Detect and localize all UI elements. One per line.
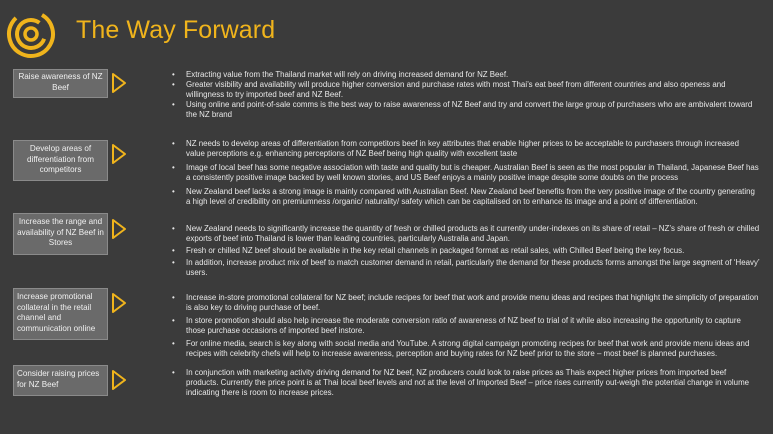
section-label-promotion: Increase promotional collateral in the retail channel and communication online (13, 288, 108, 340)
section-label-pricing: Consider raising prices for NZ Beef (13, 365, 108, 396)
section-bullets-range (172, 224, 760, 278)
bullet-item: • New Zealand beef lacks a strong image is mainly compared with Australian Beef. New Zealand beef benefits from the very positive image of the country generating a high level of credibility on premiumness /organic/ naturality/ safety which can be capitalised on to enhance its image and a point of differentiation. (172, 187, 760, 207)
chevron-right-icon (111, 218, 127, 240)
chevron-right-icon (111, 143, 127, 165)
section-label-range: Increase the range and availability of NZ Beef in Stores (13, 213, 108, 255)
bullet-item: • New Zealand needs to significantly increase the quantity of fresh or chilled products as it currently under-indexes on its share of retail – NZ’s share of fresh or chilled exports of beef into Thailand is lower than leading countries, particularly Australia and Japan. (172, 224, 760, 244)
bullet-item: • In addition, increase product mix of beef to match customer demand in retail, particularly the demand for these products forms amongst the large segment of ‘Heavy’ users. (172, 258, 760, 278)
section-label-differentiation: Develop areas of differentiation from competitors (13, 140, 108, 181)
bullet-item: • In conjunction with marketing activity driving demand for NZ beef, NZ producers could look to raise prices as Thais expect higher prices from imported beef products. Currently the price point is at Thai local beef levels and not at the level of Imported Beef – price rises currently out-weigh the potential change in volume indicating there is room to increase prices. (172, 368, 760, 398)
bullet-item: • Using online and point-of-sale comms is the best way to raise awareness of NZ Beef and try and convert the large group of purchasers who are ambivalent toward the NZ brand (172, 100, 760, 120)
bullet-item: • Increase in-store promotional collateral for NZ beef; include recipes for beef that work and provide menu ideas and recipes that highlight the simplicity of preparation is also key to driving purchase of beef. (172, 293, 760, 313)
bullet-item: • Greater visibility and availability will produce higher conversion and purchase rates with most Thai’s eat beef from different countries and also openess and willingness to try imported beef and NZ Beef. (172, 80, 760, 100)
section-bullets-promotion (172, 293, 760, 358)
bullet-item: • In store promotion should also help increase the moderate conversion ratio of awareness of NZ beef to trial of it while also increasing the opportunity to capture those purchase occasions of imported beef instore. (172, 316, 760, 336)
chevron-right-icon (111, 292, 127, 314)
section-bullets-differentiation (172, 139, 760, 206)
section-bullets-pricing (172, 368, 760, 398)
page-title: The Way Forward (76, 16, 276, 44)
bullet-item: • NZ needs to develop areas of differentiation from competitors beef in key attributes that enable higher prices to be acceptable to purchasers through increased value perceptions e.g. enhancing perceptions of NZ Beef being high quality with excellent taste (172, 139, 760, 159)
bullet-item: • Fresh or chilled NZ beef should be available in the key retail channels in packaged format as retail sales, with Chilled Beef being the key focus. (172, 246, 760, 256)
bullet-item: • For online media, search is key along with social media and YouTube. A strong digital campaign promoting recipes for beef that work and provide menu ideas and recipes with celebrity chefs will help to increase awareness, perception and buying rates for NZ beef prior to the store – most beef is planned purchases. (172, 339, 760, 359)
chevron-right-icon (111, 369, 127, 391)
bullet-item: • Extracting value from the Thailand market will rely on driving increased demand for NZ Beef. (172, 70, 760, 80)
section-label-awareness: Raise awareness of NZ Beef (13, 69, 108, 98)
section-bullets-awareness (172, 70, 760, 120)
chevron-right-icon (111, 72, 127, 94)
logo-rings-icon (6, 9, 56, 59)
bullet-item: • Image of local beef has some negative association with taste and quality but is cheaper. Australian Beef is seen as the most popular in Thailand, Japanese Beef has a consistently positive image backed by well known stories, and US Beef enjoys a mainly positive image despite some doubts on the process (172, 163, 760, 183)
